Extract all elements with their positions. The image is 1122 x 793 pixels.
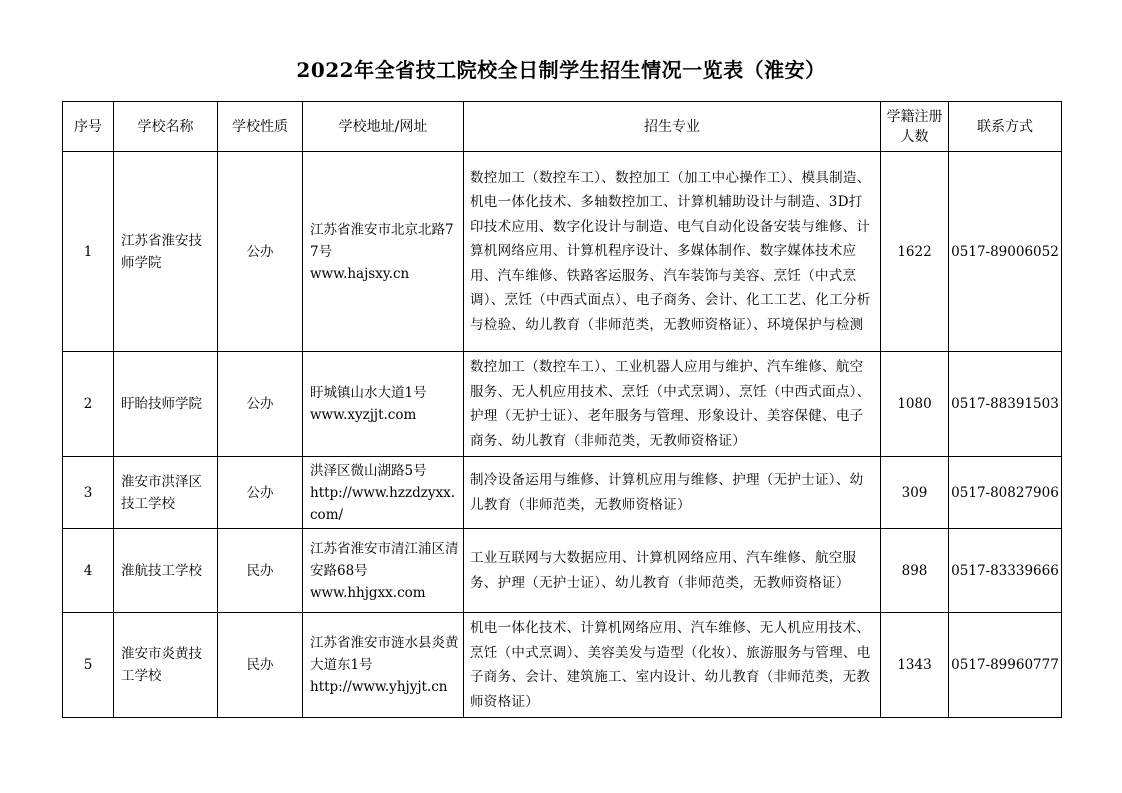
school-type: 公办	[218, 352, 303, 457]
school-address-cell	[303, 152, 464, 352]
majors: 数控加工（数控车工）、工业机器人应用与维护、汽车维修、航空服务、无人机应用技术、烹饪（中式烹调）、烹饪（中西式面点）、护理（无护士证）、老年服务与管理、形象设计、美容保健、电子商务、幼儿教育（非师范类，无教师资格证）	[464, 352, 881, 457]
header-majors: 招生专业	[464, 102, 881, 152]
school-address-cell	[303, 613, 464, 718]
school-name: 江苏省淮安技师学院	[114, 152, 218, 352]
school-address-cell	[303, 352, 464, 457]
school-url[interactable]: www.hajsxy.cn	[310, 265, 410, 282]
table-row	[63, 352, 1062, 457]
header-school-name: 学校名称	[114, 102, 218, 152]
school-type: 民办	[218, 613, 303, 718]
majors: 工业互联网与大数据应用、计算机网络应用、汽车维修、航空服务、护理（无护士证）、幼儿教育（非师范类，无教师资格证）	[464, 529, 881, 613]
page-title: 2022年全省技工院校全日制学生招生情况一览表（淮安）	[296, 58, 826, 82]
header-school-type: 学校性质	[218, 102, 303, 152]
school-name: 淮安市洪泽区技工学校	[114, 457, 218, 529]
contact-phone: 0517-89006052	[949, 152, 1062, 352]
school-type: 公办	[218, 152, 303, 352]
school-type: 公办	[218, 457, 303, 529]
row-index: 2	[63, 352, 114, 457]
school-address-cell	[303, 457, 464, 529]
school-type: 民办	[218, 529, 303, 613]
majors: 制冷设备运用与维修、计算机应用与维修、护理（无护士证）、幼儿教育（非师范类，无教师资格证）	[464, 457, 881, 529]
school-address: 江苏省淮安市北京北路77号	[310, 221, 454, 260]
row-index: 3	[63, 457, 114, 529]
row-index: 1	[63, 152, 114, 352]
school-url[interactable]: www.xyzjjt.com	[310, 407, 417, 423]
contact-phone: 0517-89960777	[949, 613, 1062, 718]
school-address-cell	[303, 529, 464, 613]
enrollment-count: 1622	[881, 152, 949, 352]
header-address: 学校地址/网址	[303, 102, 464, 152]
majors: 数控加工（数控车工）、数控加工（加工中心操作工）、模具制造、机电一体化技术、多轴数控加工、计算机辅助设计与制造、3D打印技术应用、数字化设计与制造、电气自动化设备安装与维修、计算机网络应用、计算机程序设计、多媒体制作、数字媒体技术应用、汽车维修、铁路客运服务、汽车装饰与美容、烹饪（中式烹调）、烹饪（中西式面点）、电子商务、会计、化工工艺、化工分析与检验、幼儿教育（非师范类，无教师资格证）、环境保护与检测	[464, 152, 881, 352]
school-address: 江苏省淮安市涟水县炎黄大道东1号	[310, 635, 459, 673]
school-name: 淮航技工学校	[114, 529, 218, 613]
contact-phone: 0517-80827906	[949, 457, 1062, 529]
enrollment-count: 898	[881, 529, 949, 613]
header-enrollment: 学籍注册人数	[881, 102, 949, 152]
enrollment-count: 1343	[881, 613, 949, 718]
contact-phone: 0517-83339666	[949, 529, 1062, 613]
row-index: 5	[63, 613, 114, 718]
row-index: 4	[63, 529, 114, 613]
enrollment-count: 1080	[881, 352, 949, 457]
table-row	[63, 613, 1062, 718]
school-name: 盱眙技师学院	[114, 352, 218, 457]
school-name: 淮安市炎黄技工学校	[114, 613, 218, 718]
majors: 机电一体化技术、计算机网络应用、汽车维修、无人机应用技术、烹饪（中式烹调）、美容美发与造型（化妆）、旅游服务与管理、电子商务、会计、建筑施工、室内设计、幼儿教育（非师范类，无教师资格证）	[464, 613, 881, 718]
table-row	[63, 529, 1062, 613]
header-index: 序号	[63, 102, 114, 152]
contact-phone: 0517-88391503	[949, 352, 1062, 457]
school-address: 洪泽区微山湖路5号	[310, 462, 427, 479]
header-contact: 联系方式	[949, 102, 1062, 152]
table-row	[63, 152, 1062, 352]
table-row	[63, 457, 1062, 529]
enrollment-count: 309	[881, 457, 949, 529]
school-url[interactable]: www.hhjgxx.com	[310, 584, 426, 601]
enrollment-table	[62, 101, 1062, 718]
school-url[interactable]: http://www.yhjyjt.cn	[310, 679, 448, 695]
school-url[interactable]: http://www.hzzdzyxx.com/	[310, 484, 456, 523]
school-address: 江苏省淮安市清江浦区清安路68号	[310, 540, 459, 579]
school-address: 盱城镇山水大道1号	[310, 385, 427, 401]
table-header-row	[63, 102, 1062, 152]
